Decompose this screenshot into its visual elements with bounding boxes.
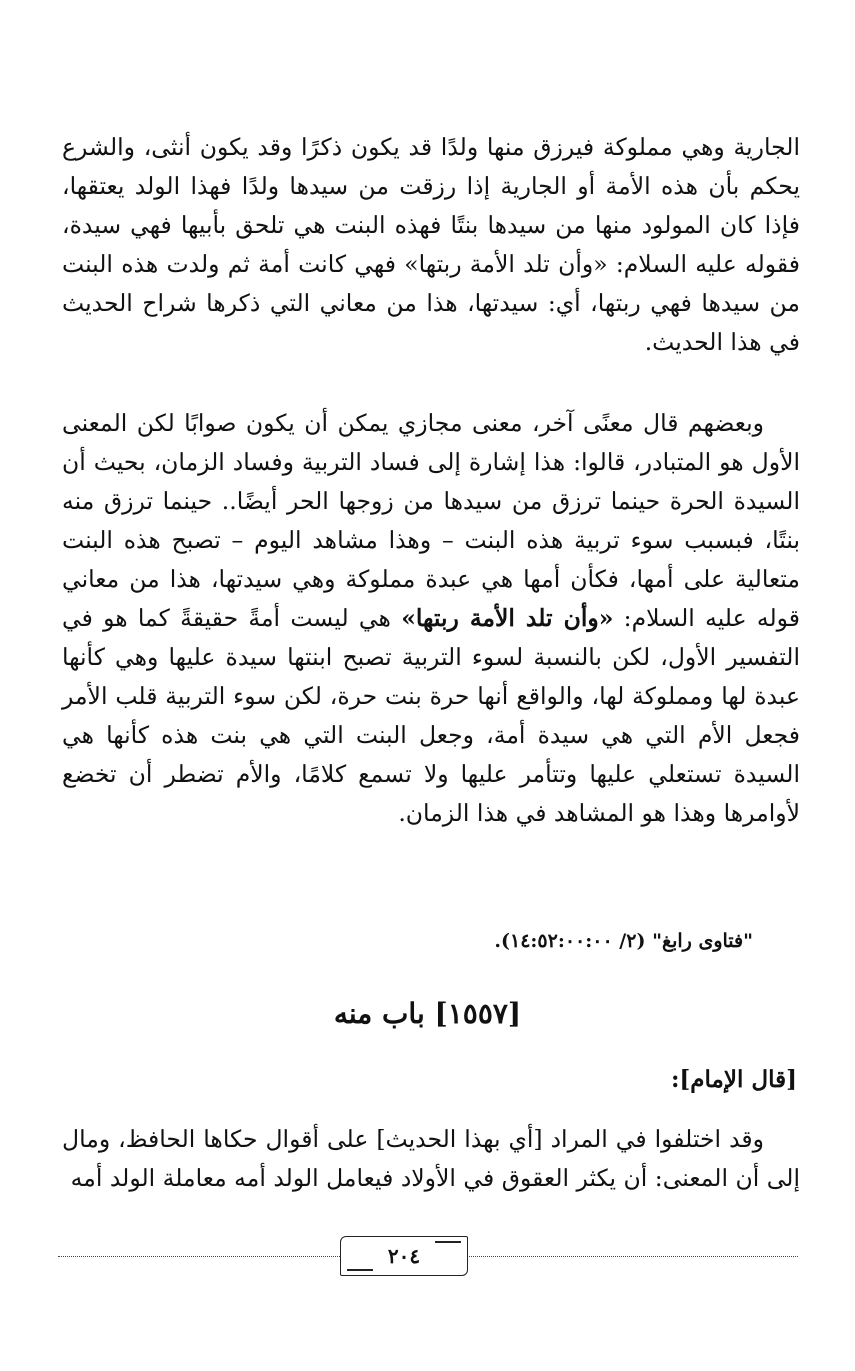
paragraph-3-text: وقد اختلفوا في المراد [أي بهذا الحديث] على أقوال حكاها الحافظ، ومال إلى أن المعنى: أن يكثر العقوق في الأولاد فيعامل الولد أمه معاملة الولد أمه bbox=[62, 1125, 800, 1192]
paragraph-3 bbox=[62, 1120, 800, 1198]
paragraph-2-text-b: هي ليست أمةً حقيقةً كما هو في التفسير الأول، لكن بالنسبة لسوء التربية تصبح ابنتها سيدة عليها وهي كأنها عبدة لها ومملوكة لها، والواقع أنها حرة بنت حرة، لكن سوء التربية قلب الأمر فجعل الأم التي هي سيدة أمة، وجعل البنت التي هي بنت هذه كأنها هي السيدة تستعلي عليها وتتأمر عليها ولا تسمع كلامًا، والأم تضطر أن تخضع لأوامرها وهذا هو المشاهد في هذا الزمان. bbox=[62, 604, 801, 827]
source-citation: "فتاوى رابغ" (٢/ ١٤:٥٢:٠٠:٠٠). bbox=[494, 930, 753, 952]
hadith-quote: «وأن تلد الأمة ربتها» bbox=[401, 604, 614, 632]
paragraph-1 bbox=[62, 128, 800, 362]
paragraph-2 bbox=[62, 404, 800, 833]
page-number: ٢٠٤ bbox=[387, 1244, 421, 1268]
page-number-frame bbox=[340, 1236, 468, 1276]
section-title: [١٥٥٧] باب منه bbox=[333, 997, 522, 1030]
paragraph-2-text-a: وبعضهم قال معنًى آخر، معنى مجازي يمكن أن يكون صوابًا لكن المعنى الأول هو المتبادر، قالوا: هذا إشارة إلى فساد التربية وفساد الزمان، بحيث أن السيدة الحرة حينما ترزق من سيدها من زوجها الحر أيضًا.. حينما ترزق منه بنتًا، فبسبب سوء تربية هذه البنت – وهذا مشاهد اليوم – تصبح هذه البنت متعالية على أمها، فكأن أمها هي عبدة مملوكة وهي سيدتها، هذا من معاني قوله عليه السلام: bbox=[62, 409, 800, 632]
paragraph-1-text: الجارية وهي مملوكة فيرزق منها ولدًا قد يكون ذكرًا وقد يكون أنثى، والشرع يحكم بأن هذه الأمة أو الجارية إذا رزقت من سيدها ولدًا فهذا الولد يعتقها، فإذا كان المولود منها من سيدها بنتًا فهذه البنت هي تلحق بأبيها فهي سيدة، فقوله عليه السلام: «وأن تلد الأمة ربتها» فهي كانت أمة ثم ولدت هذه البنت من سيدها فهي ربتها، أي: سيدتها، هذا من معاني التي ذكرها شراح الحديث في هذا الحديث. bbox=[62, 133, 800, 356]
imam-label: [قال الإمام]: bbox=[670, 1066, 797, 1093]
